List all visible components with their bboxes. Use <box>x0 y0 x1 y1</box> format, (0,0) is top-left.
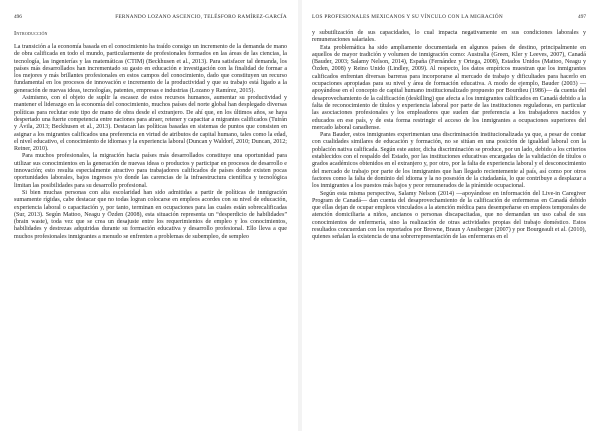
left-page-number: 496 <box>14 14 22 20</box>
right-paragraph-4: Según esta misma perspectiva, Salamy Nelson (2014) —apoyándose en información del Live-in Caregiver Program de Canadá— dan cuenta del desaprovechamiento de la calificación de enfermeras en Canadá debido que ellas dejan de ocupar empleos vinculados a la atención médica para desempeñarse en empleos temporales de atención domiciliaria a niños, ancianos o personas discapacitadas, que no demandan un uso cabal de sus conocimientos de enfermería, sino la realización de otras actividades propias del trabajo doméstico. Estos resultados concuerdan con los reportados por Browne, Braun y Ansiberger (2007) y por Bourgeault et al. (2010), quienes señalan la existencia de una sobrerrepresentación de las enfermeras en el <box>312 190 586 241</box>
left-paragraph-4: Si bien muchas personas con alta escolaridad han sido admitidas a partir de políticas de inmigración sumamente rígidas, cabe destacar que no todas logran colocarse en empleos acordes con su nivel de educación, experiencia laboral o capacitación y, por tanto, terminan en ocupaciones para las cuales están sobrecalificadas (Sur, 2013). Según Mattoo, Neagu y Özden (2008), esta situación representa un “desperdicio de habilidades” (brain waste), toda vez que se crea un desajuste entre los requerimientos de empleo y los conocimientos, habilidades y destrezas adquiridas durante su formación educativa y desarrollo profesional. Ello lleva a que muchos profesionales inmigrantes a menudo se enfrenten a problemas de subempleo, de sempleo <box>14 189 287 240</box>
page-gutter <box>298 0 302 431</box>
right-page-number: 497 <box>578 14 586 20</box>
left-paragraph-1: La transición a la economía basada en el conocimiento ha traído consigo un incremento de la demanda de mano de obra calificada en todo el mundo, particularmente de profesionales formados en las áreas de las ciencias, la tecnología, las ingenierías y las matemáticas (CTIM) (Beckhusen et al., 2013). Para satisfacer tal demanda, los países más desarrollados han incrementado su gasto en educación e investigación con la finalidad de formar a los mejores y más brillantes profesionales en estos campos del conocimiento, dado que constituyen un recurso fundamental en los procesos de innovación e incremento de la productividad y que su trabajo está ligado a la generación de nuevas ideas, tecnologías, patentes, empresas e industrias (Lozano y Ramírez, 2015). <box>14 44 287 94</box>
right-paragraph-2: Esta problemática ha sido ampliamente documentada en algunos países de destino, principalmente en aquellos de mayor tradición y volumen de inmigración como: Australia (Green, Kler y Leeves, 2007), Canadá (Bauder, 2003; Salamy Nelson, 2014), España (Fernández y Ortega, 2008), Estados Unidos (Mattoo, Neagu y Özden, 2008) y Reino Unido (Lindley, 2009). Al respecto, los datos empíricos muestran que los inmigrantes calificados enfrentan diversas barreras para incorporarse al mercado de trabajo y dificultades para hacerlo en ocupaciones apropiadas para su nivel y área de formación educativa. A modo de ejemplo, Bauder (2003) —apoyándose en el concepto de capital humano institucionalizado propuesto por Bourdieu (1986)— da cuenta del desaprovechamiento de la calificación (deskilling) que afecta a los inmigrantes calificados en Canadá debido a la falta de reconocimiento de títulos y experiencia laboral por parte de las instituciones reguladoras, en particular las asociaciones profesionales y los empleadores que suelen dar preferencia a los trabajadores nacidos y educados en ese país, y de esta forma restringir el acceso de los inmigrantes a ocupaciones superiores del mercado laboral canadiense. <box>312 44 586 131</box>
left-running-head <box>14 14 287 21</box>
left-paragraph-3: Para muchos profesionales, la migración hacia países más desarrollados constituye una oportunidad para utilizar sus conocimientos en la generación de nuevas ideas o productos y participar en procesos de desarrollo e innovación; esto resulta especialmente atractivo para trabajadores calificados de países donde existen pocas oportunidades laborales, bajos ingresos y/o donde las carencias de la infraestructura científica y tecnológica limitan las posibilidades para su desarrollo profesional. <box>14 153 287 189</box>
right-running-head-text: LOS PROFESIONALES MEXICANOS Y SU VÍNCULO CON LA MIGRACIÓN <box>312 14 503 20</box>
left-paragraph-2: Asimismo, con el objeto de suplir la escasez de estos recursos humanos, aumentar su productividad y mantener el liderazgo en la economía del conocimiento, muchos países del norte global han desplegado diversas políticas para reclutar este tipo de mano de obra desde el extranjero. De ahí que, en los últimos años, se haya despertado una fuerte competencia entre naciones para atraer, retener y capacitar a migrantes calificados (Tuirán y Ávila, 2013; Beckhusen et al., 2013). Destacan las políticas basadas en sistemas de puntos que consisten en asignar a los migrantes calificados una preferencia en virtud de atributos de capital humano, tales como la edad, el nivel educativo, el conocimiento de idiomas y la experiencia laboral (Duncan y Waldorf, 2010; Duncan, 2012; Reiner, 2010). <box>14 95 287 153</box>
right-running-head <box>312 14 586 21</box>
left-page <box>0 0 296 431</box>
right-paragraph-1: y subutilización de sus capacidades, lo cual impacta negativamente en sus condiciones laborales y remuneraciones salariales. <box>312 30 586 44</box>
right-page <box>304 0 600 431</box>
right-paragraph-3: Para Bauder, estos inmigrantes experimentan una discriminación institucionalizada ya que, a pesar de contar con cualidades similares de educación y formación, no se sitúan en una posición de igualdad laboral con la población nativa calificada. Según este autor, dicha discriminación se produce, por un lado, debido a los criterios establecidos con el respaldo del Estado, por las instituciones educativas encargadas de la validación de títulos o grados académicos obtenidos en el extranjero y, por otro, por la falta de experiencia laboral y el desconocimiento del mercado de trabajo por parte de los inmigrantes que han llegado recientemente al país, así como por otros factores como la falta de dominio del idioma y la no posesión de la ciudadanía, lo que contribuye a desplazar a los inmigrantes a los puestos más bajos y peor remunerados de la pirámide ocupacional. <box>312 132 586 190</box>
left-running-head-text: FERNANDO LOZANO ASCENCIO, TELÉSFORO RAMÍREZ-GARCÍA <box>115 14 287 20</box>
section-title: Introducción <box>14 30 48 37</box>
